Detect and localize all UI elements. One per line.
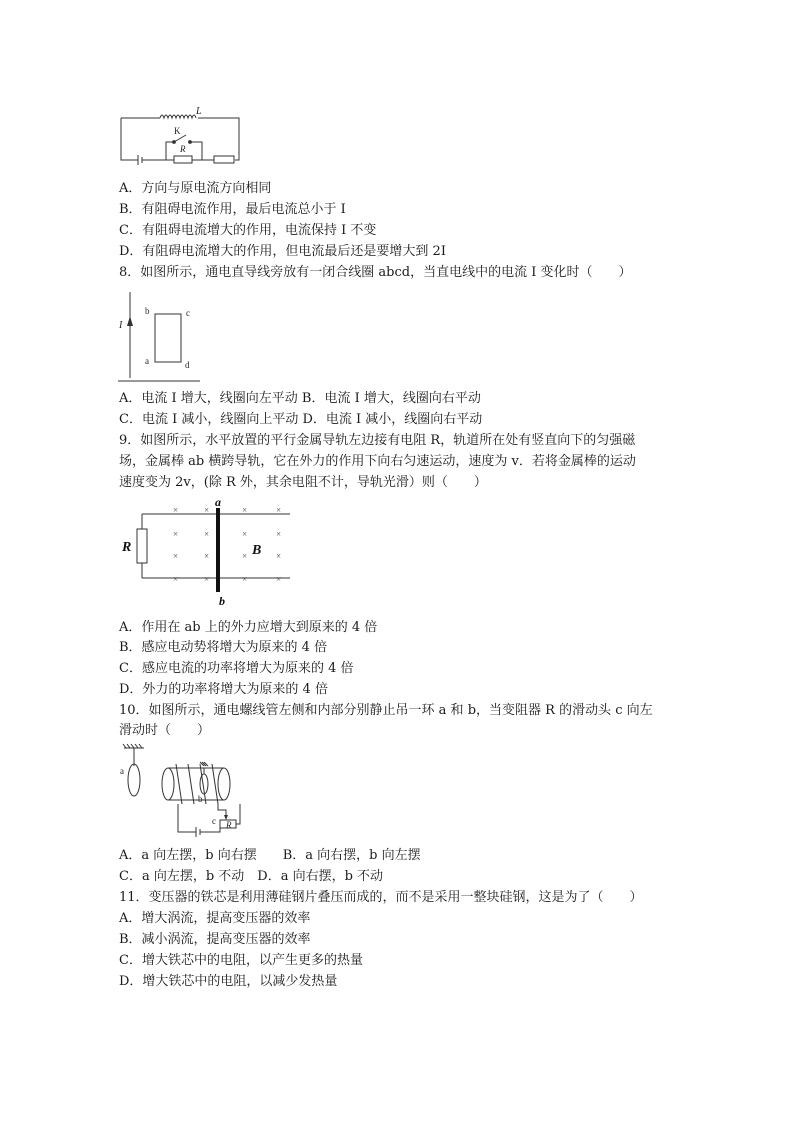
q9-stem-line-1: 9．如图所示，水平放置的平行金属导轨左边接有电阻 R，轨道所在处有竖直向下的匀强磁 [119, 433, 636, 448]
q7-label-R: R [180, 144, 186, 154]
q9-field-mark: × [173, 551, 179, 561]
q8-option-cd: C．电流 I 减小，线圈向上平动 D．电流 I 减小，线圈向右平动 [119, 412, 483, 427]
q10-label-R: R [226, 820, 232, 830]
q11-option-a: A．增大涡流，提高变压器的效率 [119, 911, 311, 926]
q8-label-d: d [185, 360, 190, 370]
q10-stem-line-2: 滑动时（ ） [119, 723, 211, 738]
q9-option-c: C．感应电流的功率将增大为原来的 4 倍 [119, 661, 354, 676]
q10-option-ab: A．a 向左摆，b 向右摆 B．a 向右摆，b 向左摆 [119, 848, 421, 863]
q9-field-mark: × [276, 574, 282, 584]
q7-circuit-figure [118, 104, 248, 166]
q8-stem: 8．如图所示，通电直导线旁放有一闭合线圈 abcd，当直电线中的电流 I 变化时（ ） [119, 265, 632, 280]
q10-label-a: a [120, 766, 124, 776]
q8-option-ab: A．电流 I 增大，线圈向左平动 B．电流 I 增大，线圈向右平动 [119, 391, 481, 406]
q9-label-B: B [252, 543, 262, 558]
q9-label-R: R [122, 540, 132, 555]
q7-option-a: A．方向与原电流方向相同 [119, 181, 272, 196]
q7-option-b: B．有阻碍电流作用，最后电流总小于 I [119, 202, 346, 217]
q9-label-b: b [219, 594, 225, 608]
q9-field-mark: × [242, 551, 248, 561]
q9-field-mark: × [173, 574, 179, 584]
q8-label-b: b [145, 306, 150, 316]
q7-option-d: D．有阻碍电流增大的作用，但电流最后还是要增大到 2I [119, 244, 446, 259]
q10-stem-line-1: 10．如图所示，通电螺线管左侧和内部分别静止吊一环 a 和 b，当变阻器 R 的滑动头 c 向左 [119, 703, 653, 718]
q9-field-mark: × [276, 551, 282, 561]
q9-stem-line-2: 场，金属棒 ab 横跨导轨，它在外力的作用下向右匀速运动，速度为 v．若将金属棒的运动 [119, 454, 636, 469]
q7-option-c: C．有阻碍电流增大的作用，电流保持 I 不变 [119, 223, 377, 238]
q9-field-mark: × [242, 574, 248, 584]
q9-option-a: A．作用在 ab 上的外力应增大到原来的 4 倍 [119, 620, 378, 635]
q10-solenoid-figure [118, 742, 260, 842]
q9-field-mark: × [204, 574, 210, 584]
q10-label-c: c [212, 816, 216, 826]
q9-option-d: D．外力的功率将增大为原来的 4 倍 [119, 682, 328, 697]
q8-wire-loop-figure [118, 288, 208, 384]
q9-rail-figure [118, 496, 298, 610]
q8-label-c: c [186, 308, 190, 318]
q9-field-mark: × [276, 505, 282, 515]
q11-option-c: C．增大铁芯中的电阻，以产生更多的热量 [119, 953, 363, 968]
q7-label-K: K [174, 126, 181, 136]
q9-field-mark: × [204, 551, 210, 561]
q9-field-mark: × [242, 529, 248, 539]
q11-option-b: B．减小涡流，提高变压器的效率 [119, 932, 311, 947]
q11-option-d: D．增大铁芯中的电阻，以减少发热量 [119, 974, 338, 989]
q10-label-b: b [198, 794, 203, 804]
q9-field-mark: × [173, 505, 179, 515]
q9-stem-line-3: 速度变为 2v，(除 R 外，其余电阻不计，导轨光滑）则（ ） [119, 475, 487, 490]
q9-label-a: a [215, 495, 221, 509]
q10-option-cd: C．a 向左摆，b 不动 D．a 向右摆，b 不动 [119, 869, 384, 884]
q9-field-mark: × [242, 505, 248, 515]
q8-label-I: I [119, 320, 123, 331]
q9-field-mark: × [173, 529, 179, 539]
q9-field-mark: × [276, 529, 282, 539]
q7-label-L: L [196, 106, 202, 117]
q9-option-b: B．感应电动势将增大为原来的 4 倍 [119, 640, 328, 655]
q9-field-mark: × [204, 529, 210, 539]
q9-field-mark: × [204, 505, 210, 515]
q11-stem: 11．变压器的铁芯是利用薄硅钢片叠压而成的，而不是采用一整块硅钢，这是为了（ ） [119, 890, 643, 905]
q8-label-a: a [145, 356, 149, 366]
